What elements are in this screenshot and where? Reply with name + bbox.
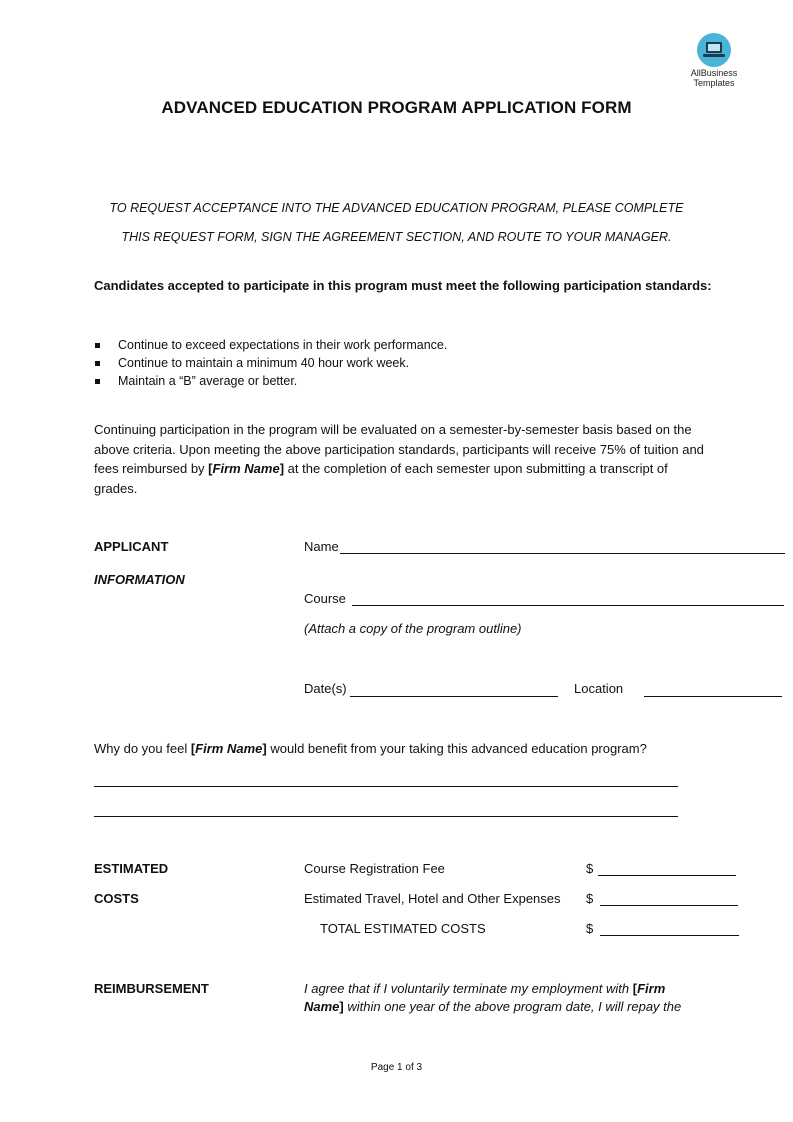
information-label: INFORMATION [94, 572, 185, 587]
intro-line-2: THIS REQUEST FORM, SIGN THE AGREEMENT SECTION, AND ROUTE TO YOUR MANAGER. [121, 230, 672, 244]
paragraph-text-before: Continuing participation in the program will be evaluated on a semester-by-semester basis based on the above criteria. Upon meeting the above participation standards, participants will receive 75% of tuition and fees reimbursed by [94, 422, 704, 476]
cost-item-label: Course Registration Fee [304, 861, 445, 876]
laptop-icon [702, 40, 726, 60]
participation-paragraph: Continuing participation in the program will be evaluated on a semester-by-semester basis based on the above criteria. Upon meeting the above participation standards, participants will receive 75% of tuition and fees reimbursed by [Firm Name] at the completion of each semester upon submitting a transcript of grades. [94, 422, 704, 496]
travel-expenses-field[interactable] [600, 905, 738, 906]
currency-symbol: $ [586, 861, 594, 876]
currency-symbol: $ [586, 891, 594, 906]
applicant-label: APPLICANT [94, 539, 169, 554]
currency-symbol: $ [586, 921, 594, 936]
question-text-before: Why do you feel [94, 741, 191, 756]
course-field[interactable] [352, 605, 784, 606]
list-item: Maintain a “B” average or better. [94, 372, 447, 390]
question-text-after: would benefit from your taking this advanced education program? [266, 741, 647, 756]
list-item: Continue to maintain a minimum 40 hour work week. [94, 354, 447, 372]
dates-label: Date(s) [304, 681, 347, 696]
reimb-text-before: I agree that if I voluntarily terminate my employment with [304, 981, 633, 996]
firm-name-placeholder: Firm Name [304, 981, 666, 1014]
location-field[interactable] [644, 696, 782, 697]
reimbursement-text: I agree that if I voluntarily terminate my employment with [Firm Name] within one year of the above program date, I will repay the [304, 981, 682, 1014]
answer-line-2[interactable] [94, 816, 678, 817]
attach-note: (Attach a copy of the program outline) [304, 621, 522, 636]
costs-label: COSTS [94, 891, 139, 906]
dates-field[interactable] [350, 696, 558, 697]
registration-fee-field[interactable] [598, 875, 736, 876]
paragraph-text-after: at the completion of each semester upon submitting a transcript of grades. [94, 461, 668, 496]
logo-text [676, 68, 752, 88]
cost-item-label: Estimated Travel, Hotel and Other Expenses [304, 891, 561, 906]
logo-line1: AllBusiness [690, 68, 738, 78]
standards-heading: Candidates accepted to participate in this program must meet the following participation standards: [94, 278, 712, 293]
logo-badge [697, 33, 731, 67]
logo-line2: Templates [693, 78, 735, 88]
firm-name-placeholder: Firm Name [195, 741, 263, 756]
intro-line-1: TO REQUEST ACCEPTANCE INTO THE ADVANCED EDUCATION PROGRAM, PLEASE COMPLETE [109, 201, 684, 215]
name-label: Name [304, 539, 339, 554]
reimbursement-label: REIMBURSEMENT [94, 981, 209, 996]
standards-list [94, 336, 447, 390]
page-title: ADVANCED EDUCATION PROGRAM APPLICATION FORM [161, 98, 632, 117]
page-number: Page 1 of 3 [370, 1062, 423, 1073]
location-label: Location [574, 681, 624, 696]
name-field[interactable] [340, 553, 785, 554]
answer-line-1[interactable] [94, 786, 678, 787]
course-label: Course [304, 591, 346, 606]
cost-item-label: TOTAL ESTIMATED COSTS [320, 921, 486, 936]
total-costs-field[interactable] [600, 935, 739, 936]
firm-name-placeholder: Firm Name [212, 461, 280, 476]
benefit-question: Why do you feel [Firm Name] would benefit from your taking this advanced education program? [94, 741, 647, 756]
list-item: Continue to exceed expectations in their work performance. [94, 336, 447, 354]
reimb-text-after: within one year of the above program date, I will repay the [343, 999, 682, 1014]
estimated-label: ESTIMATED [94, 861, 169, 876]
